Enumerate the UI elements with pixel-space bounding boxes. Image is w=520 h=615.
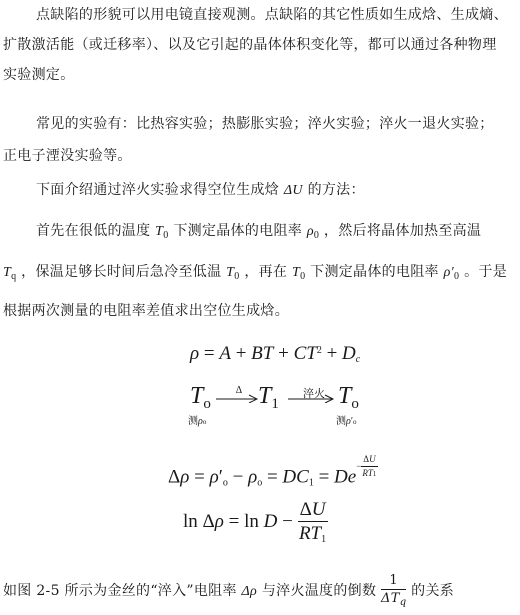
symbol-T0-b: $T_0$ [226,265,240,282]
para3-lead: 下面介绍通过淬火实验求得空位生成焓 [36,182,280,198]
exponent: − $\frac{\Delta U}{RT1}$ [356,454,377,478]
para1-line3: 实验测定。 [3,67,75,83]
symbol-rho0-base: ρ [306,224,314,239]
symbol-rho0 [307,224,319,239]
para2-line2: 正电子湮没实验等。 [3,148,132,164]
scheme-T0-right: $T_o$ [338,383,359,412]
para4-line1 [36,221,481,246]
para4-text-6: 下测定晶体的电阻率 [310,264,439,280]
scheme-arrow2-label: 淬火 [303,388,325,400]
para5-lead: 如图 2-5 所示为金丝的“淬入”电阻率 [3,583,237,599]
para4-text-1: 首先在很低的温度 [36,223,151,239]
para3 [36,180,365,201]
formula-delta-rho: $\Delta\rho = \rho'_o - \rho_o = DC_1 = De-$ $\frac{\Delta U}{RT1}$ [168,454,377,489]
para5-line [3,574,454,608]
para4-text-5: ，再在 [244,264,288,280]
para3-tail: 的方法： [307,182,365,198]
symbol-T0-sub: 0 [163,230,169,241]
symbol-T0 [155,224,168,239]
scheme-arrow1 [216,393,260,403]
para1-line2: 扩散激活能（或迁移率）、以及它引起的晶体体积变化等，都可以通过各种物理 [3,37,497,53]
para1-line1: 点缺陷的形貌可以用电镜直接观测。点缺陷的其它性质如生成焓、生成熵、 [36,7,508,23]
symbol-delta-rho: Δρ [241,584,258,599]
para4-line3: 根据两次测量的电阻率差值求出空位生成焓。 [3,303,289,319]
formula-ln: ln Δρ = ln D − $\frac{\Delta U}{RT_1}$ [183,499,327,545]
scheme-T0-left: $T_o$ [190,383,211,412]
ln-fraction: $\frac{\Delta U}{RT_1}$ [298,499,327,545]
para3-symbol: ΔU [283,183,303,198]
scheme-T1: $T_1$ [258,383,279,412]
para4-text-4: ，保温足够长时间后急冷至低温 [21,264,222,280]
scheme-arrow1-label: Δ [235,385,243,396]
symbol-Tq: $T_q$ [3,265,17,282]
scheme-measure-right: 测ρ′o [336,416,357,427]
symbol-T0-base: T [155,224,164,239]
scheme-arrow2 [288,393,336,403]
symbol-rho0-prime: $\rho'_0$ [443,265,460,282]
inverse-Tq-fraction: $\frac{1}{\Delta T_q}$ [381,573,407,608]
formula-resistivity: ρ = A + BT + $CT^2 + D_c$ [190,343,361,365]
para4-line2 [3,262,507,287]
symbol-rho0-sub: 0 [313,230,320,241]
para4-text-7: 。于是 [464,264,507,280]
para5-tail: 的关系 [411,583,455,599]
scheme-measure-left: 测ρo [188,416,207,427]
para4-text-3: ，然后将晶体加热至高温 [323,223,482,239]
para2-line1: 常见的实验有：比热容实验；热膨胀实验；淬火实验；淬火一退火实验； [36,116,494,132]
para4-text-2: 下测定晶体的电阻率 [173,223,303,239]
para5-mid: 与淬火温度的倒数 [261,583,377,599]
symbol-T0-c: $T_0$ [291,265,306,282]
